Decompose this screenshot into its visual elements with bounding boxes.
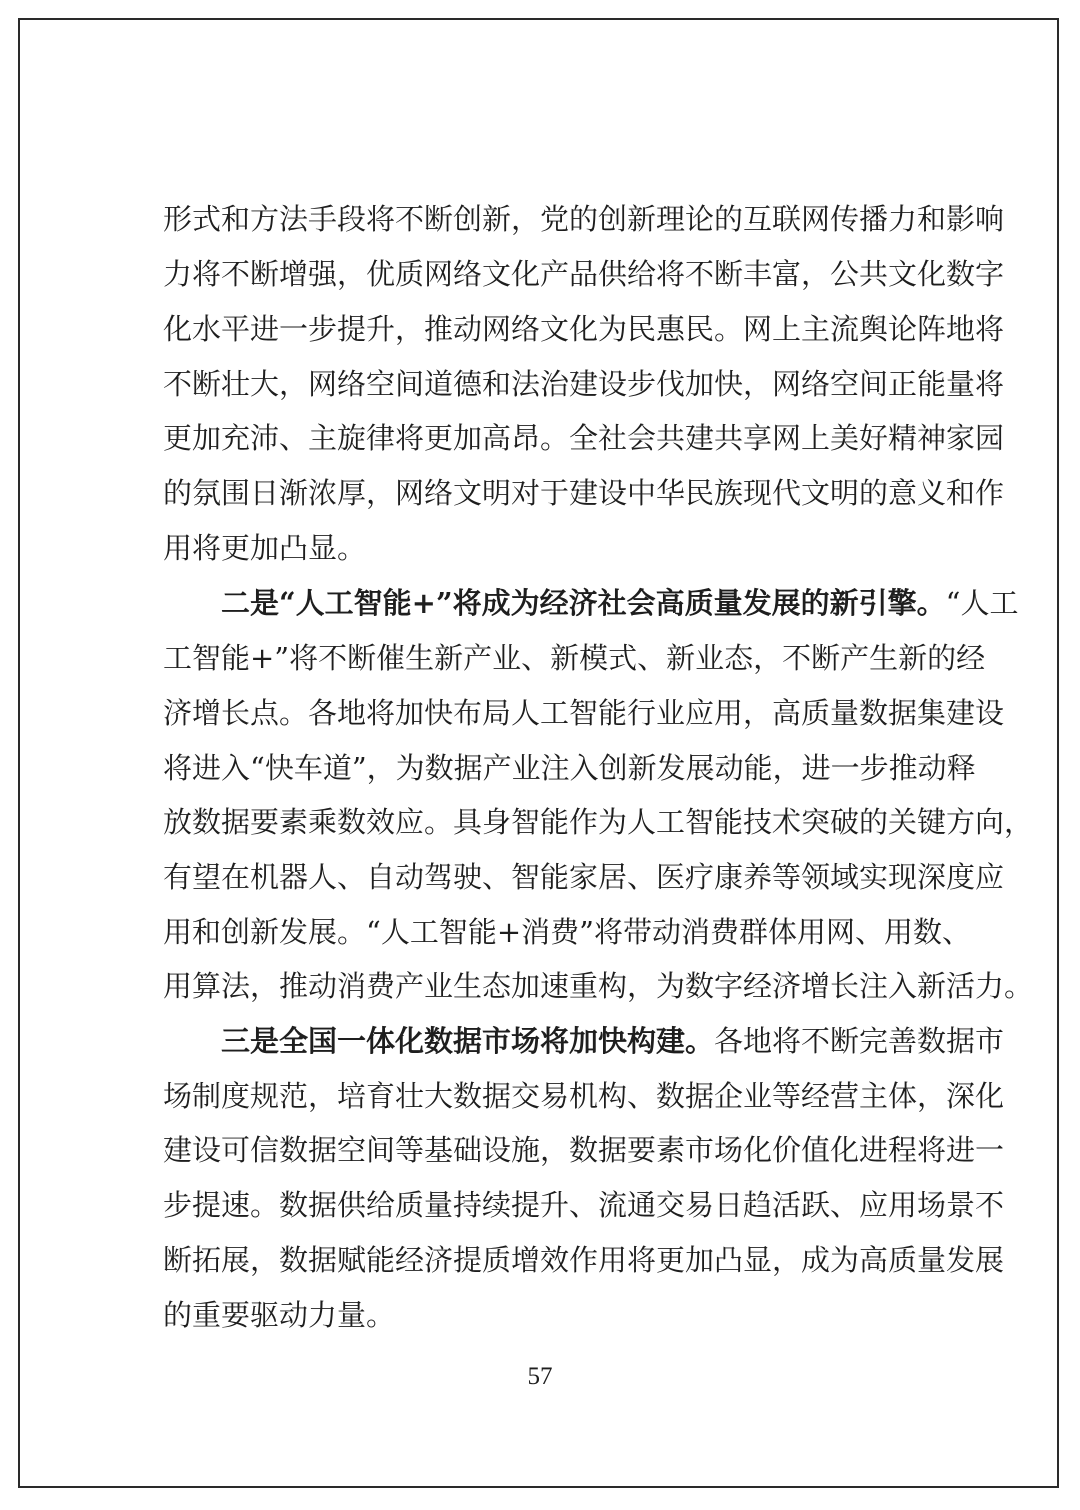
text-line: 建设可信数据空间等基础设施，数据要素市场化价值化进程将进一 xyxy=(163,1133,1005,1167)
text-line: 断拓展，数据赋能经济提质增效作用将更加凸显，成为高质量发展 xyxy=(163,1243,1005,1277)
text-line: 济增长点。各地将加快布局人工智能行业应用，高质量数据集建设 xyxy=(163,696,1005,730)
heading-third: 三是全国一体化数据市场将加快构建。 xyxy=(221,1024,715,1058)
text-line: 化水平进一步提升，推动网络文化为民惠民。网上主流舆论阵地将 xyxy=(163,312,1005,346)
text-line: 形式和方法手段将不断创新，党的创新理论的互联网传播力和影响 xyxy=(163,202,1005,236)
text-line: 场制度规范，培育壮大数据交易机构、数据企业等经营主体，深化 xyxy=(163,1079,1005,1113)
text-line: 工智能+”将不断催生新产业、新模式、新业态，不断产生新的经 xyxy=(163,641,986,675)
text-line: 用和创新发展。“人工智能+消费”将带动消费群体用网、用数、 xyxy=(163,915,971,949)
text-line: 的重要驱动力量。 xyxy=(163,1298,396,1332)
text-line: 将进入“快车道”，为数据产业注入创新发展动能，进一步推动释 xyxy=(163,751,976,785)
text-line: 有望在机器人、自动驾驶、智能家居、医疗康养等领域实现深度应 xyxy=(163,860,1005,894)
text-line: 不断壮大，网络空间道德和法治建设步伐加快，网络空间正能量将 xyxy=(163,367,1005,401)
text-run: 各地将不断完善数据市 xyxy=(714,1024,1005,1058)
text-line: 放数据要素乘数效应。具身智能作为人工智能技术突破的关键方向， xyxy=(163,805,1034,839)
paragraph-third-first-line xyxy=(221,1023,1005,1059)
text-line: 用将更加凸显。 xyxy=(163,531,367,565)
text-run: “人工 xyxy=(945,586,1019,620)
paragraph-second-first-line xyxy=(221,585,1019,621)
text-line: 的氛围日渐浓厚，网络文明对于建设中华民族现代文明的意义和作 xyxy=(163,476,1005,510)
heading-second: 二是“人工智能+”将成为经济社会高质量发展的新引擎。 xyxy=(221,586,946,620)
text-line: 更加充沛、主旋律将更加高昂。全社会共建共享网上美好精神家园 xyxy=(163,421,1005,455)
page-number: 57 xyxy=(527,1363,553,1390)
text-line: 力将不断增强，优质网络文化产品供给将不断丰富，公共文化数字 xyxy=(163,257,1005,291)
text-line: 步提速。数据供给质量持续提升、流通交易日趋活跃、应用场景不 xyxy=(163,1188,1005,1222)
text-line: 用算法，推动消费产业生态加速重构，为数字经济增长注入新活力。 xyxy=(163,969,1034,1003)
